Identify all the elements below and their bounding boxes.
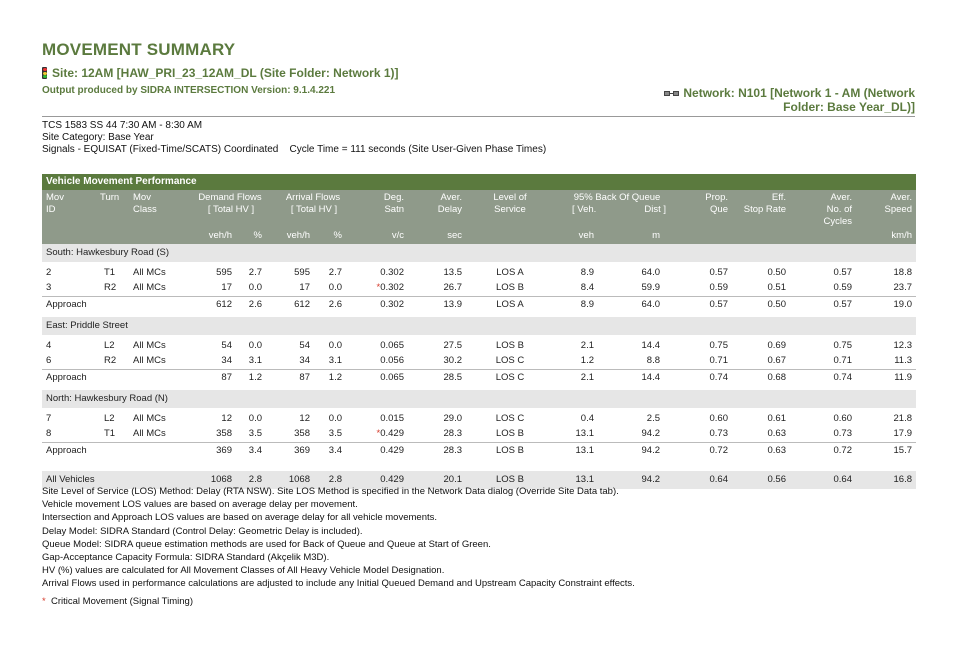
cell-ahv: 3.5 xyxy=(328,428,342,439)
cell-eff: 0.69 xyxy=(767,340,786,351)
hdr-prop-2: Que xyxy=(710,204,728,215)
section-heading: South: Hawkesbury Road (S) xyxy=(42,244,916,262)
cell-cls: All MCs xyxy=(133,340,166,351)
cell-dt: 54 xyxy=(221,340,232,351)
hdr-deg-1: Deg. xyxy=(383,192,404,203)
hdr-los-1: Level of xyxy=(493,192,527,203)
cell-dist: 64.0 xyxy=(641,267,660,278)
cell-ahv: 0.0 xyxy=(328,340,342,351)
cell-dt: 612 xyxy=(216,299,232,310)
unit-sec: sec xyxy=(447,230,462,241)
hdr-eff-2: Stop Rate xyxy=(743,204,786,215)
cell-turn: R2 xyxy=(104,282,117,293)
hdr-arrival: Arrival Flows xyxy=(285,192,341,203)
cell-dist: 64.0 xyxy=(641,299,660,310)
note-8: Arrival Flows used in performance calculations are adjusted to include any Initial Queued Demand and Upstream Capacity Constraint effects. xyxy=(42,578,635,590)
traffic-light-icon xyxy=(42,67,47,79)
cell-satn: 0.429 xyxy=(380,445,404,456)
cell-dhv: 3.4 xyxy=(248,445,262,456)
cell-dhv: 2.7 xyxy=(248,267,262,278)
note-3: Intersection and Approach LOS values are based on average delay for all vehicle movements. xyxy=(42,512,438,524)
cell-id: 2 xyxy=(46,267,52,278)
note-2: Vehicle movement LOS values are based on average delay per movement. xyxy=(42,499,358,511)
cell-cyc: 0.57 xyxy=(833,299,852,310)
cell-id: 4 xyxy=(46,340,52,351)
cell-delay: 27.5 xyxy=(443,340,462,351)
cell-veh: 8.9 xyxy=(580,267,594,278)
cell-turn: T1 xyxy=(104,267,116,278)
cell-turn: L2 xyxy=(104,340,115,351)
unit-demand-total: veh/h xyxy=(208,230,232,241)
cell-los: LOS A xyxy=(496,299,524,310)
cell-cls: All MCs xyxy=(133,282,166,293)
cell-ahv: 2.7 xyxy=(328,267,342,278)
hdr-speed-2: Speed xyxy=(884,204,912,215)
cell-veh: 8.4 xyxy=(580,282,594,293)
cell-delay: 13.5 xyxy=(443,267,462,278)
cell-satn xyxy=(362,353,404,368)
unit-vc: v/c xyxy=(391,230,404,241)
unit-arrival-total: veh/h xyxy=(286,230,310,241)
table-header xyxy=(42,190,916,244)
section-heading: North: Hawkesbury Road (N) xyxy=(42,390,916,408)
unit-kmh: km/h xyxy=(891,230,912,241)
unit-m: m xyxy=(652,230,660,241)
cell-at: 595 xyxy=(294,267,310,278)
hdr-id: ID xyxy=(46,204,56,215)
cell-eff: 0.50 xyxy=(767,267,786,278)
row-label: All Vehicles xyxy=(46,474,95,485)
legend-text: Critical Movement (Signal Timing) xyxy=(50,596,193,607)
cell-id: 3 xyxy=(46,282,52,293)
hdr-mov: Mov xyxy=(46,192,64,203)
cell-id: 6 xyxy=(46,355,52,366)
cell-satn xyxy=(362,280,404,295)
cell-dist: 2.5 xyxy=(646,413,660,424)
hdr-demand: Demand Flows xyxy=(198,192,262,203)
cell-ahv: 3.1 xyxy=(328,355,342,366)
cell-cyc: 0.73 xyxy=(833,428,852,439)
row-label: Approach xyxy=(46,445,87,456)
cell-dhv: 2.6 xyxy=(248,299,262,310)
cell-prop: 0.71 xyxy=(709,355,728,366)
cell-cls: All MCs xyxy=(133,413,166,424)
cell-dt: 87 xyxy=(221,372,232,383)
cell-at: 17 xyxy=(299,282,310,293)
cell-turn: T1 xyxy=(104,428,116,439)
table-row xyxy=(42,265,916,280)
hdr-speed-1: Aver. xyxy=(890,192,912,203)
cell-turn: R2 xyxy=(104,355,117,366)
cell-spd: 18.8 xyxy=(893,267,912,278)
cell-veh: 8.9 xyxy=(580,299,594,310)
table-row xyxy=(42,280,916,295)
info-line-1: TCS 1583 SS 44 7:30 AM - 8:30 AM xyxy=(42,120,203,131)
cell-spd: 11.9 xyxy=(894,372,912,383)
cell-delay: 26.7 xyxy=(443,282,462,293)
hdr-cyc-3: Cycles xyxy=(823,216,852,227)
cell-satn-value: 0.056 xyxy=(380,355,404,366)
cell-dist: 94.2 xyxy=(641,428,660,439)
cell-cls: All MCs xyxy=(133,267,166,278)
cell-veh: 0.4 xyxy=(580,413,594,424)
cell-ahv: 2.8 xyxy=(328,474,342,485)
table-row xyxy=(42,411,916,426)
cell-prop: 0.60 xyxy=(709,413,728,424)
table-row xyxy=(42,338,916,353)
legend xyxy=(42,596,193,607)
cell-cls: All MCs xyxy=(133,355,166,366)
cell-eff: 0.67 xyxy=(767,355,786,366)
cell-spd: 11.3 xyxy=(894,355,912,366)
cell-delay: 28.5 xyxy=(443,372,462,383)
hdr-queue-veh: [ Veh. xyxy=(572,204,597,215)
cell-cyc: 0.64 xyxy=(833,474,852,485)
cell-los: LOS C xyxy=(495,413,525,424)
cell-dt: 34 xyxy=(221,355,232,366)
unit-demand-hv: % xyxy=(253,230,262,241)
site-info xyxy=(42,120,546,156)
cell-cyc: 0.60 xyxy=(833,413,852,424)
cell-delay: 20.1 xyxy=(443,474,462,485)
cell-cyc: 0.75 xyxy=(833,340,852,351)
cell-at: 358 xyxy=(294,428,310,439)
cell-at: 12 xyxy=(299,413,310,424)
produced-by: Output produced by SIDRA INTERSECTION Version: 9.1.4.221 xyxy=(42,85,336,96)
row-label: Approach xyxy=(46,299,87,310)
hdr-queue-dist: Dist ] xyxy=(644,204,666,215)
cell-los: LOS B xyxy=(496,445,524,456)
header-divider xyxy=(42,116,915,117)
hdr-turn: Turn xyxy=(100,192,120,203)
cell-cyc: 0.59 xyxy=(833,282,852,293)
page-title: MOVEMENT SUMMARY xyxy=(42,40,236,59)
cell-delay: 30.2 xyxy=(443,355,462,366)
cell-eff: 0.51 xyxy=(767,282,786,293)
critical-star-icon: * xyxy=(42,596,46,607)
cell-ahv: 0.0 xyxy=(328,282,342,293)
table-body xyxy=(42,244,916,489)
row-label: Approach xyxy=(46,372,87,383)
cell-dist: 59.9 xyxy=(641,282,660,293)
cell-dt: 369 xyxy=(216,445,232,456)
cell-eff: 0.63 xyxy=(767,428,786,439)
cell-satn xyxy=(362,426,404,441)
cell-veh: 2.1 xyxy=(580,340,594,351)
cell-id: 7 xyxy=(46,413,52,424)
cell-dhv: 1.2 xyxy=(248,372,262,383)
unit-veh: veh xyxy=(578,230,594,241)
hdr-class-2: Class xyxy=(133,204,157,215)
hdr-demand-sub: [ Total HV ] xyxy=(207,204,255,215)
cell-dist: 14.4 xyxy=(641,372,660,383)
hdr-prop-1: Prop. xyxy=(705,192,728,203)
cell-satn-value: 0.302 xyxy=(380,267,404,278)
cell-prop: 0.57 xyxy=(709,299,728,310)
cell-eff: 0.56 xyxy=(767,474,786,485)
cell-id: 8 xyxy=(46,428,52,439)
cell-satn-value: 0.429 xyxy=(380,428,404,439)
cell-spd: 21.8 xyxy=(893,413,912,424)
cell-los: LOS B xyxy=(496,340,524,351)
hdr-delay-1: Aver. xyxy=(440,192,462,203)
hdr-los-2: Service xyxy=(494,204,526,215)
info-line-2: Site Category: Base Year xyxy=(42,132,154,143)
cell-veh: 13.1 xyxy=(575,428,594,439)
cell-ahv: 0.0 xyxy=(328,413,342,424)
cell-spd: 17.9 xyxy=(893,428,912,439)
cell-los: LOS C xyxy=(495,355,525,366)
cell-dt: 358 xyxy=(216,428,232,439)
cell-los: LOS A xyxy=(496,267,524,278)
table-title: Vehicle Movement Performance xyxy=(42,174,916,190)
cell-dhv: 3.5 xyxy=(248,428,262,439)
cell-dist: 94.2 xyxy=(641,445,660,456)
cell-satn xyxy=(362,411,404,426)
cell-dhv: 2.8 xyxy=(248,474,262,485)
cell-dt: 12 xyxy=(221,413,232,424)
cell-prop: 0.64 xyxy=(709,474,728,485)
cell-dt: 595 xyxy=(216,267,232,278)
cell-dist: 8.8 xyxy=(646,355,660,366)
notes xyxy=(42,485,635,591)
cell-ahv: 1.2 xyxy=(328,372,342,383)
cell-spd: 15.7 xyxy=(893,445,912,456)
cell-veh: 2.1 xyxy=(580,372,594,383)
cell-eff: 0.63 xyxy=(767,445,786,456)
cell-los: LOS B xyxy=(496,282,524,293)
network-line-1: Network: N101 [Network 1 - AM (Network xyxy=(683,86,915,100)
cell-satn xyxy=(362,338,404,353)
cell-prop: 0.74 xyxy=(709,372,728,383)
unit-arrival-hv: % xyxy=(333,230,342,241)
cell-cyc: 0.57 xyxy=(833,267,852,278)
cell-at: 54 xyxy=(299,340,310,351)
cell-satn: 0.429 xyxy=(380,474,404,485)
cell-at: 34 xyxy=(299,355,310,366)
hdr-queue: 95% Back Of Queue xyxy=(573,192,661,203)
cell-ahv: 2.6 xyxy=(328,299,342,310)
cell-eff: 0.61 xyxy=(767,413,786,424)
cell-prop: 0.59 xyxy=(709,282,728,293)
approach-row xyxy=(42,296,916,313)
cell-dhv: 0.0 xyxy=(248,413,262,424)
approach-row xyxy=(42,442,916,459)
cell-spd: 19.0 xyxy=(893,299,912,310)
network-heading xyxy=(635,86,915,114)
hdr-eff-1: Eff. xyxy=(771,192,786,203)
cell-at: 612 xyxy=(294,299,310,310)
site-heading xyxy=(42,66,399,80)
cell-los: LOS C xyxy=(495,372,525,383)
approach-row xyxy=(42,369,916,386)
hdr-delay-2: Delay xyxy=(437,204,462,215)
cell-prop: 0.57 xyxy=(709,267,728,278)
cell-cyc: 0.71 xyxy=(833,355,852,366)
cell-eff: 0.68 xyxy=(767,372,786,383)
info-line-3: Signals - EQUISAT (Fixed-Time/SCATS) Coordinated Cycle Time = 111 seconds (Site User-Given Phase Times) xyxy=(42,144,547,155)
cell-satn-value: 0.015 xyxy=(380,413,404,424)
cell-veh: 13.1 xyxy=(575,445,594,456)
note-7: HV (%) values are calculated for All Movement Classes of All Heavy Vehicle Model Designation. xyxy=(42,565,445,577)
cell-los: LOS B xyxy=(496,474,524,485)
network-line-2: Folder: Base Year_DL)] xyxy=(783,100,915,114)
cell-spd: 12.3 xyxy=(893,340,912,351)
cell-dt: 1068 xyxy=(210,474,232,485)
cell-dist: 14.4 xyxy=(641,340,660,351)
cell-eff: 0.50 xyxy=(767,299,786,310)
cell-prop: 0.72 xyxy=(709,445,728,456)
hdr-class-1: Mov xyxy=(133,192,151,203)
cell-dhv: 0.0 xyxy=(248,282,262,293)
note-1: Site Level of Service (LOS) Method: Delay (RTA NSW). Site LOS Method is specified in the Network Data dialog (Override Site Data tab). xyxy=(42,486,619,497)
cell-at: 369 xyxy=(294,445,310,456)
cell-cyc: 0.74 xyxy=(833,372,852,383)
table-row xyxy=(42,353,916,368)
cell-at: 1068 xyxy=(288,474,310,485)
critical-star-icon: * xyxy=(376,282,381,293)
critical-star-icon: * xyxy=(376,428,381,439)
cell-veh: 1.2 xyxy=(580,355,594,366)
cell-ahv: 3.4 xyxy=(328,445,342,456)
network-icon xyxy=(664,91,679,96)
cell-satn-value: 0.302 xyxy=(380,282,404,293)
cell-cls: All MCs xyxy=(133,428,166,439)
cell-spd: 23.7 xyxy=(893,282,912,293)
hdr-arrival-sub: [ Total HV ] xyxy=(290,204,338,215)
cell-delay: 28.3 xyxy=(443,428,462,439)
cell-cyc: 0.72 xyxy=(833,445,852,456)
cell-turn: L2 xyxy=(104,413,115,424)
cell-satn: 0.302 xyxy=(380,299,404,310)
movement-table xyxy=(42,174,916,489)
cell-delay: 29.0 xyxy=(443,413,462,424)
cell-satn xyxy=(362,265,404,280)
cell-spd: 16.8 xyxy=(893,474,912,485)
cell-dhv: 0.0 xyxy=(248,340,262,351)
cell-dist: 94.2 xyxy=(641,474,660,485)
hdr-cyc-2: No. of xyxy=(826,204,852,215)
cell-at: 87 xyxy=(299,372,310,383)
hdr-cyc-1: Aver. xyxy=(830,192,852,203)
cell-los: LOS B xyxy=(496,428,524,439)
cell-dhv: 3.1 xyxy=(248,355,262,366)
table-row xyxy=(42,426,916,441)
cell-satn: 0.065 xyxy=(380,372,404,383)
cell-prop: 0.73 xyxy=(709,428,728,439)
cell-delay: 28.3 xyxy=(443,445,462,456)
cell-prop: 0.75 xyxy=(709,340,728,351)
section-heading: East: Priddle Street xyxy=(42,317,916,335)
cell-dt: 17 xyxy=(221,282,232,293)
note-6: Gap-Acceptance Capacity Formula: SIDRA Standard (Akçelik M3D). xyxy=(42,552,330,564)
cell-satn-value: 0.065 xyxy=(380,340,404,351)
cell-veh: 13.1 xyxy=(575,474,594,485)
hdr-deg-2: Satn xyxy=(384,204,404,215)
note-4: Delay Model: SIDRA Standard (Control Delay: Geometric Delay is included). xyxy=(42,525,363,537)
cell-delay: 13.9 xyxy=(443,299,462,310)
note-5: Queue Model: SIDRA queue estimation methods are used for Back of Queue and Queue at Start of Green. xyxy=(42,538,491,550)
site-label: Site: 12AM [HAW_PRI_23_12AM_DL (Site Folder: Network 1)] xyxy=(52,66,399,80)
